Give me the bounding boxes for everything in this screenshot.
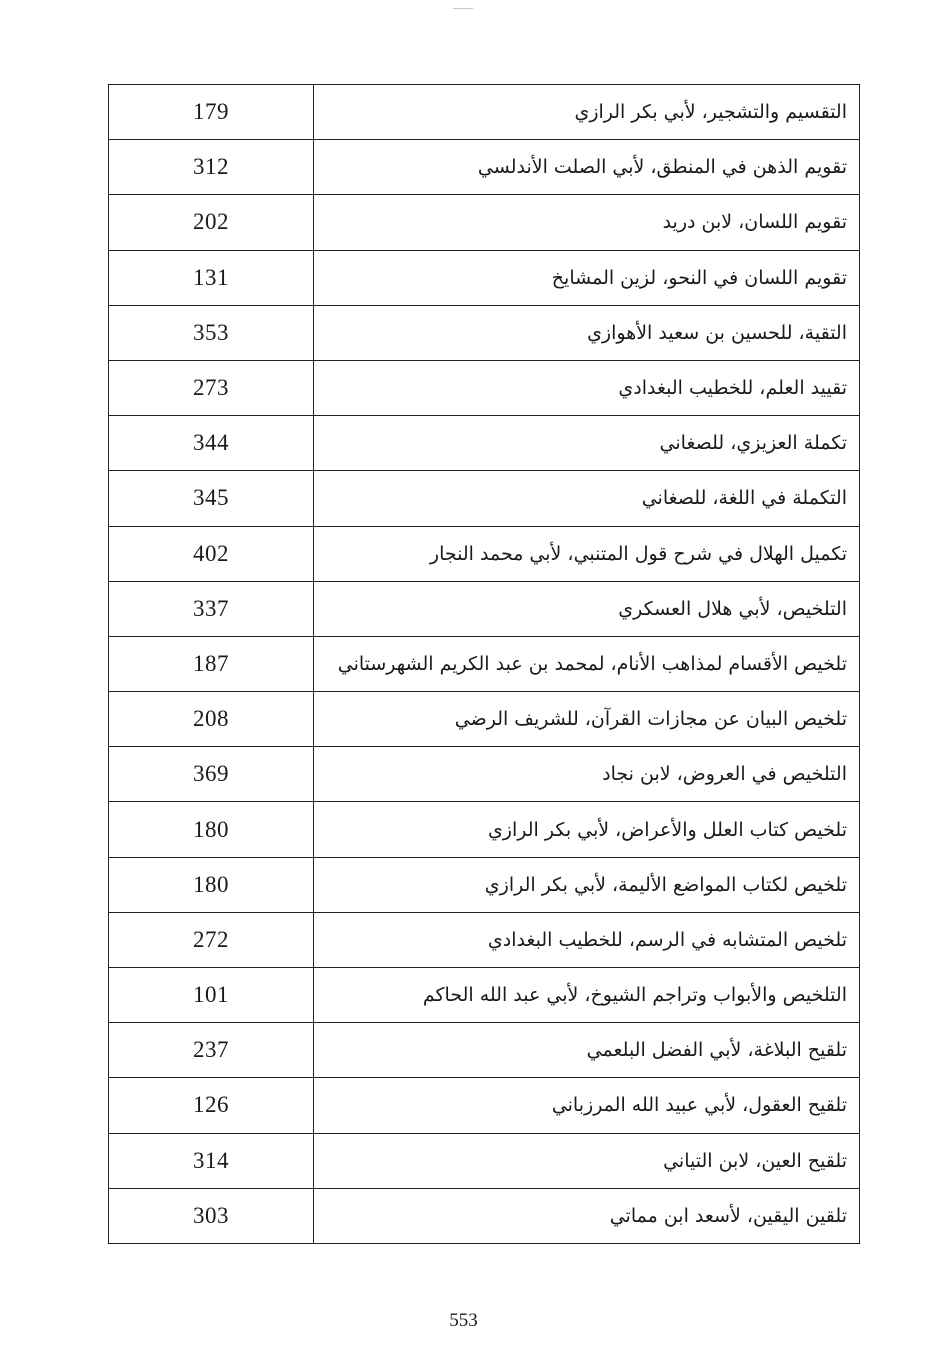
book-title-cell: تلخيص لكتاب المواضع الأليمة، لأبي بكر الرازي [314,857,860,912]
index-table-body [109,85,860,1244]
table-row [109,250,860,305]
page-reference-cell: 208 [109,692,314,747]
table-row [109,1023,860,1078]
table-row [109,747,860,802]
page-reference-cell: 179 [109,85,314,140]
table-row [109,857,860,912]
page-reference-cell: 345 [109,471,314,526]
book-title-cell: تلقيح البلاغة، لأبي الفضل البلعمي [314,1023,860,1078]
page-reference-cell: 101 [109,968,314,1023]
table-row [109,802,860,857]
book-title-cell: التلخيص، لأبي هلال العسكري [314,581,860,636]
page-reference-cell: 312 [109,140,314,195]
table-row [109,1188,860,1243]
top-scan-mark [453,8,473,9]
table-row [109,1133,860,1188]
table-row [109,305,860,360]
book-title-cell: تلخيص كتاب العلل والأعراض، لأبي بكر الرازي [314,802,860,857]
book-title-cell: تكميل الهلال في شرح قول المتنبي، لأبي محمد النجار [314,526,860,581]
page-reference-cell: 202 [109,195,314,250]
book-title-cell: التلخيص في العروض، لابن نجاد [314,747,860,802]
page-reference-cell: 369 [109,747,314,802]
book-title-cell: تقويم الذهن في المنطق، لأبي الصلت الأندلسي [314,140,860,195]
book-title-cell: التلخيص والأبواب وتراجم الشيوخ، لأبي عبد الله الحاكم [314,968,860,1023]
book-index-table [108,84,860,1244]
table-row [109,140,860,195]
page-reference-cell: 344 [109,416,314,471]
book-title-cell: تلخيص الأقسام لمذاهب الأنام، لمحمد بن عبد الكريم الشهرستاني [314,636,860,691]
book-title-cell: تلقيح العقول، لأبي عبيد الله المرزباني [314,1078,860,1133]
table-row [109,581,860,636]
page-reference-cell: 353 [109,305,314,360]
book-title-cell: تقييد العلم، للخطيب البغدادي [314,360,860,415]
table-row [109,526,860,581]
table-row [109,195,860,250]
table-row [109,1078,860,1133]
page-reference-cell: 187 [109,636,314,691]
book-title-cell: تكملة العزيزي، للصغاني [314,416,860,471]
book-title-cell: تقويم اللسان في النحو، لزين المشايخ [314,250,860,305]
page-reference-cell: 126 [109,1078,314,1133]
page-reference-cell: 402 [109,526,314,581]
book-title-cell: تقويم اللسان، لابن دريد [314,195,860,250]
page-reference-cell: 237 [109,1023,314,1078]
table-row [109,85,860,140]
page-reference-cell: 180 [109,802,314,857]
table-row [109,360,860,415]
table-row [109,636,860,691]
book-title-cell: التقسيم والتشجير، لأبي بكر الرازي [314,85,860,140]
page-reference-cell: 272 [109,912,314,967]
table-row [109,416,860,471]
book-title-cell: تلخيص البيان عن مجازات القرآن، للشريف الرضي [314,692,860,747]
page-reference-cell: 180 [109,857,314,912]
table-row [109,471,860,526]
page-reference-cell: 337 [109,581,314,636]
table-row [109,692,860,747]
book-title-cell: تلقيح العين، لابن التياني [314,1133,860,1188]
page-reference-cell: 273 [109,360,314,415]
book-title-cell: تلخيص المتشابه في الرسم، للخطيب البغدادي [314,912,860,967]
book-title-cell: التقية، للحسين بن سعيد الأهوازي [314,305,860,360]
page-reference-cell: 314 [109,1133,314,1188]
table-row [109,968,860,1023]
table-row [109,912,860,967]
book-title-cell: تلقين اليقين، لأسعد ابن مماتي [314,1188,860,1243]
page-number: 553 [449,1310,478,1331]
page-reference-cell: 131 [109,250,314,305]
page-reference-cell: 303 [109,1188,314,1243]
book-title-cell: التكملة في اللغة، للصغاني [314,471,860,526]
